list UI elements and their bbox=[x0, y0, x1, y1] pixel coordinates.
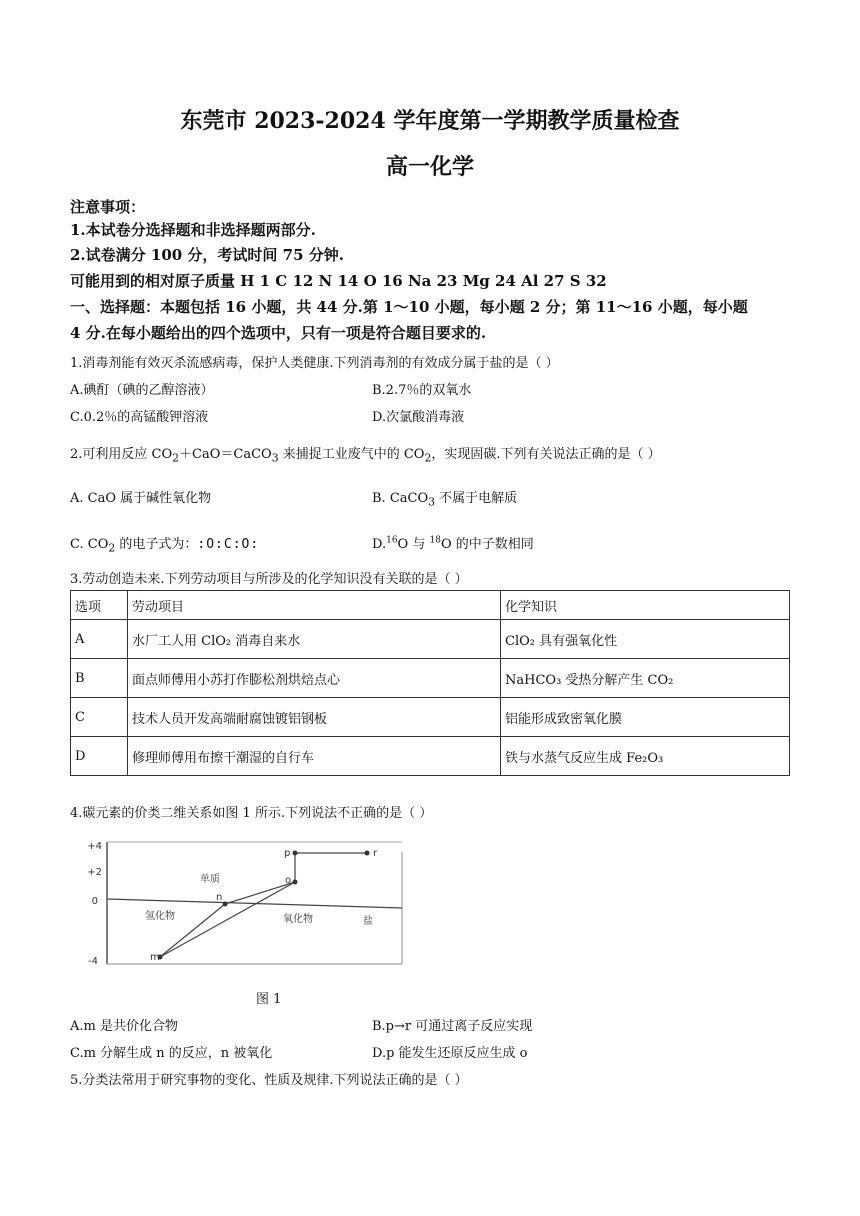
q1-option-d: D.次氯酸消毒液 bbox=[372, 410, 465, 425]
subject-title: 高一化学 bbox=[385, 154, 474, 180]
q2-stem: 2.可利用反应 $CO_2+CaO=CaCO_3$ 来捕捉工业废气中的 $CO_2$，实现固碳.下列有关说法正确的是（ ） bbox=[70, 447, 661, 465]
q4-option-b: B.p→r 可通过离子反应实现 bbox=[372, 1019, 533, 1034]
y-tick-plus4: +4 bbox=[87, 841, 102, 852]
q1-option-c: C.0.2％的高锰酸钾溶液 bbox=[70, 410, 209, 425]
point-p bbox=[293, 851, 298, 856]
row-knowledge: 铝能形成致密氧化膜 bbox=[501, 698, 790, 737]
q3-stem: 3.劳动创造未来.下列劳动项目与所涉及的化学知识没有关联的是（ ） bbox=[70, 572, 468, 587]
label-r: r bbox=[373, 848, 378, 859]
point-r bbox=[365, 851, 370, 856]
zero-line bbox=[107, 899, 402, 908]
q2-option-c: C. $CO_2$ 的电子式为：:O:C:O: bbox=[70, 537, 260, 555]
figure-caption: 图 1 bbox=[256, 992, 282, 1007]
q1-option-b: B.2.7％的双氧水 bbox=[372, 383, 472, 398]
header-option: 选项 bbox=[71, 591, 128, 620]
line-m-o bbox=[160, 882, 295, 957]
q4-option-d: D.p 能发生还原反应生成 o bbox=[372, 1046, 528, 1061]
x-label-hydride: 氢化物 bbox=[145, 911, 175, 922]
table-row bbox=[71, 620, 790, 659]
table-row bbox=[71, 737, 790, 776]
valence-class-diagram bbox=[80, 832, 420, 977]
row-option: A bbox=[71, 620, 128, 659]
row-knowledge: 铁与水蒸气反应生成 Fe₂O₃ bbox=[501, 737, 790, 776]
notes-line-1: 1.本试卷分选择题和非选择题两部分. bbox=[70, 221, 316, 239]
q1-option-a: A.碘酊（碘的乙醇溶液） bbox=[70, 383, 214, 398]
point-n bbox=[223, 902, 228, 907]
table-row bbox=[71, 659, 790, 698]
x-label-oxide: 氧化物 bbox=[283, 914, 313, 925]
y-tick-minus4: -4 bbox=[88, 956, 98, 967]
row-option: C bbox=[71, 698, 128, 737]
q2-option-d: D.$^{16}$O 与 $^{18}$O 的中子数相同 bbox=[372, 535, 534, 552]
x-label-salt: 盐 bbox=[363, 916, 373, 927]
table-header-row bbox=[71, 591, 790, 620]
q4-option-c: C.m 分解生成 n 的反应，n 被氧化 bbox=[70, 1046, 273, 1061]
section1-line-2: 4 分.在每小题给出的四个选项中，只有一项是符合题目要求的. bbox=[70, 324, 487, 342]
q3-table bbox=[70, 590, 790, 776]
header-knowledge: 化学知识 bbox=[501, 591, 790, 620]
notes-heading: 注意事项： bbox=[70, 198, 146, 216]
row-option: B bbox=[71, 659, 128, 698]
q2-option-b: B. CaCO$_3$ 不属于电解质 bbox=[372, 491, 518, 509]
row-knowledge: ClO₂ 具有强氧化性 bbox=[501, 620, 790, 659]
atomic-masses: 可能用到的相对原子质量 H 1 C 12 N 14 O 16 Na 23 Mg 24 Al 27 S 32 bbox=[70, 272, 607, 290]
row-project: 修理师傅用布擦干潮湿的自行车 bbox=[128, 737, 501, 776]
q1-stem: 1.消毒剂能有效灭杀流感病毒，保护人类健康.下列消毒剂的有效成分属于盐的是（ ） bbox=[70, 356, 559, 371]
row-project: 水厂工人用 ClO₂ 消毒自来水 bbox=[128, 620, 501, 659]
page-title: 东莞市 2023-2024 学年度第一学期教学质量检查 bbox=[180, 108, 680, 134]
row-project: 技术人员开发高端耐腐蚀镀铝钢板 bbox=[128, 698, 501, 737]
section1-line-1: 一、选择题：本题包括 16 小题，共 44 分.第 1～10 小题，每小题 2 分；第 11～16 小题，每小题 bbox=[70, 298, 748, 316]
point-o bbox=[293, 880, 298, 885]
q5-stem: 5.分类法常用于研究事物的变化、性质及规律.下列说法正确的是（ ） bbox=[70, 1073, 468, 1088]
q2-option-a: A. CaO 属于碱性氧化物 bbox=[70, 491, 212, 506]
label-o: o bbox=[285, 875, 292, 886]
label-m: m bbox=[150, 952, 160, 963]
row-knowledge: NaHCO₃ 受热分解产生 CO₂ bbox=[501, 659, 790, 698]
header-project: 劳动项目 bbox=[128, 591, 501, 620]
co2-electron-formula: :O:C:O: bbox=[197, 537, 260, 552]
row-project: 面点师傅用小苏打作膨松剂烘焙点心 bbox=[128, 659, 501, 698]
label-n: n bbox=[216, 892, 223, 903]
q4-stem: 4.碳元素的价类二维关系如图 1 所示.下列说法不正确的是（ ） bbox=[70, 806, 433, 821]
y-tick-zero: 0 bbox=[91, 896, 98, 907]
row-option: D bbox=[71, 737, 128, 776]
y-tick-plus2: +2 bbox=[87, 867, 102, 878]
label-p: p bbox=[284, 848, 291, 859]
x-label-element: 单质 bbox=[200, 874, 220, 885]
notes-line-2: 2.试卷满分 100 分，考试时间 75 分钟. bbox=[70, 246, 344, 264]
q4-option-a: A.m 是共价化合物 bbox=[70, 1019, 178, 1034]
table-row bbox=[71, 698, 790, 737]
